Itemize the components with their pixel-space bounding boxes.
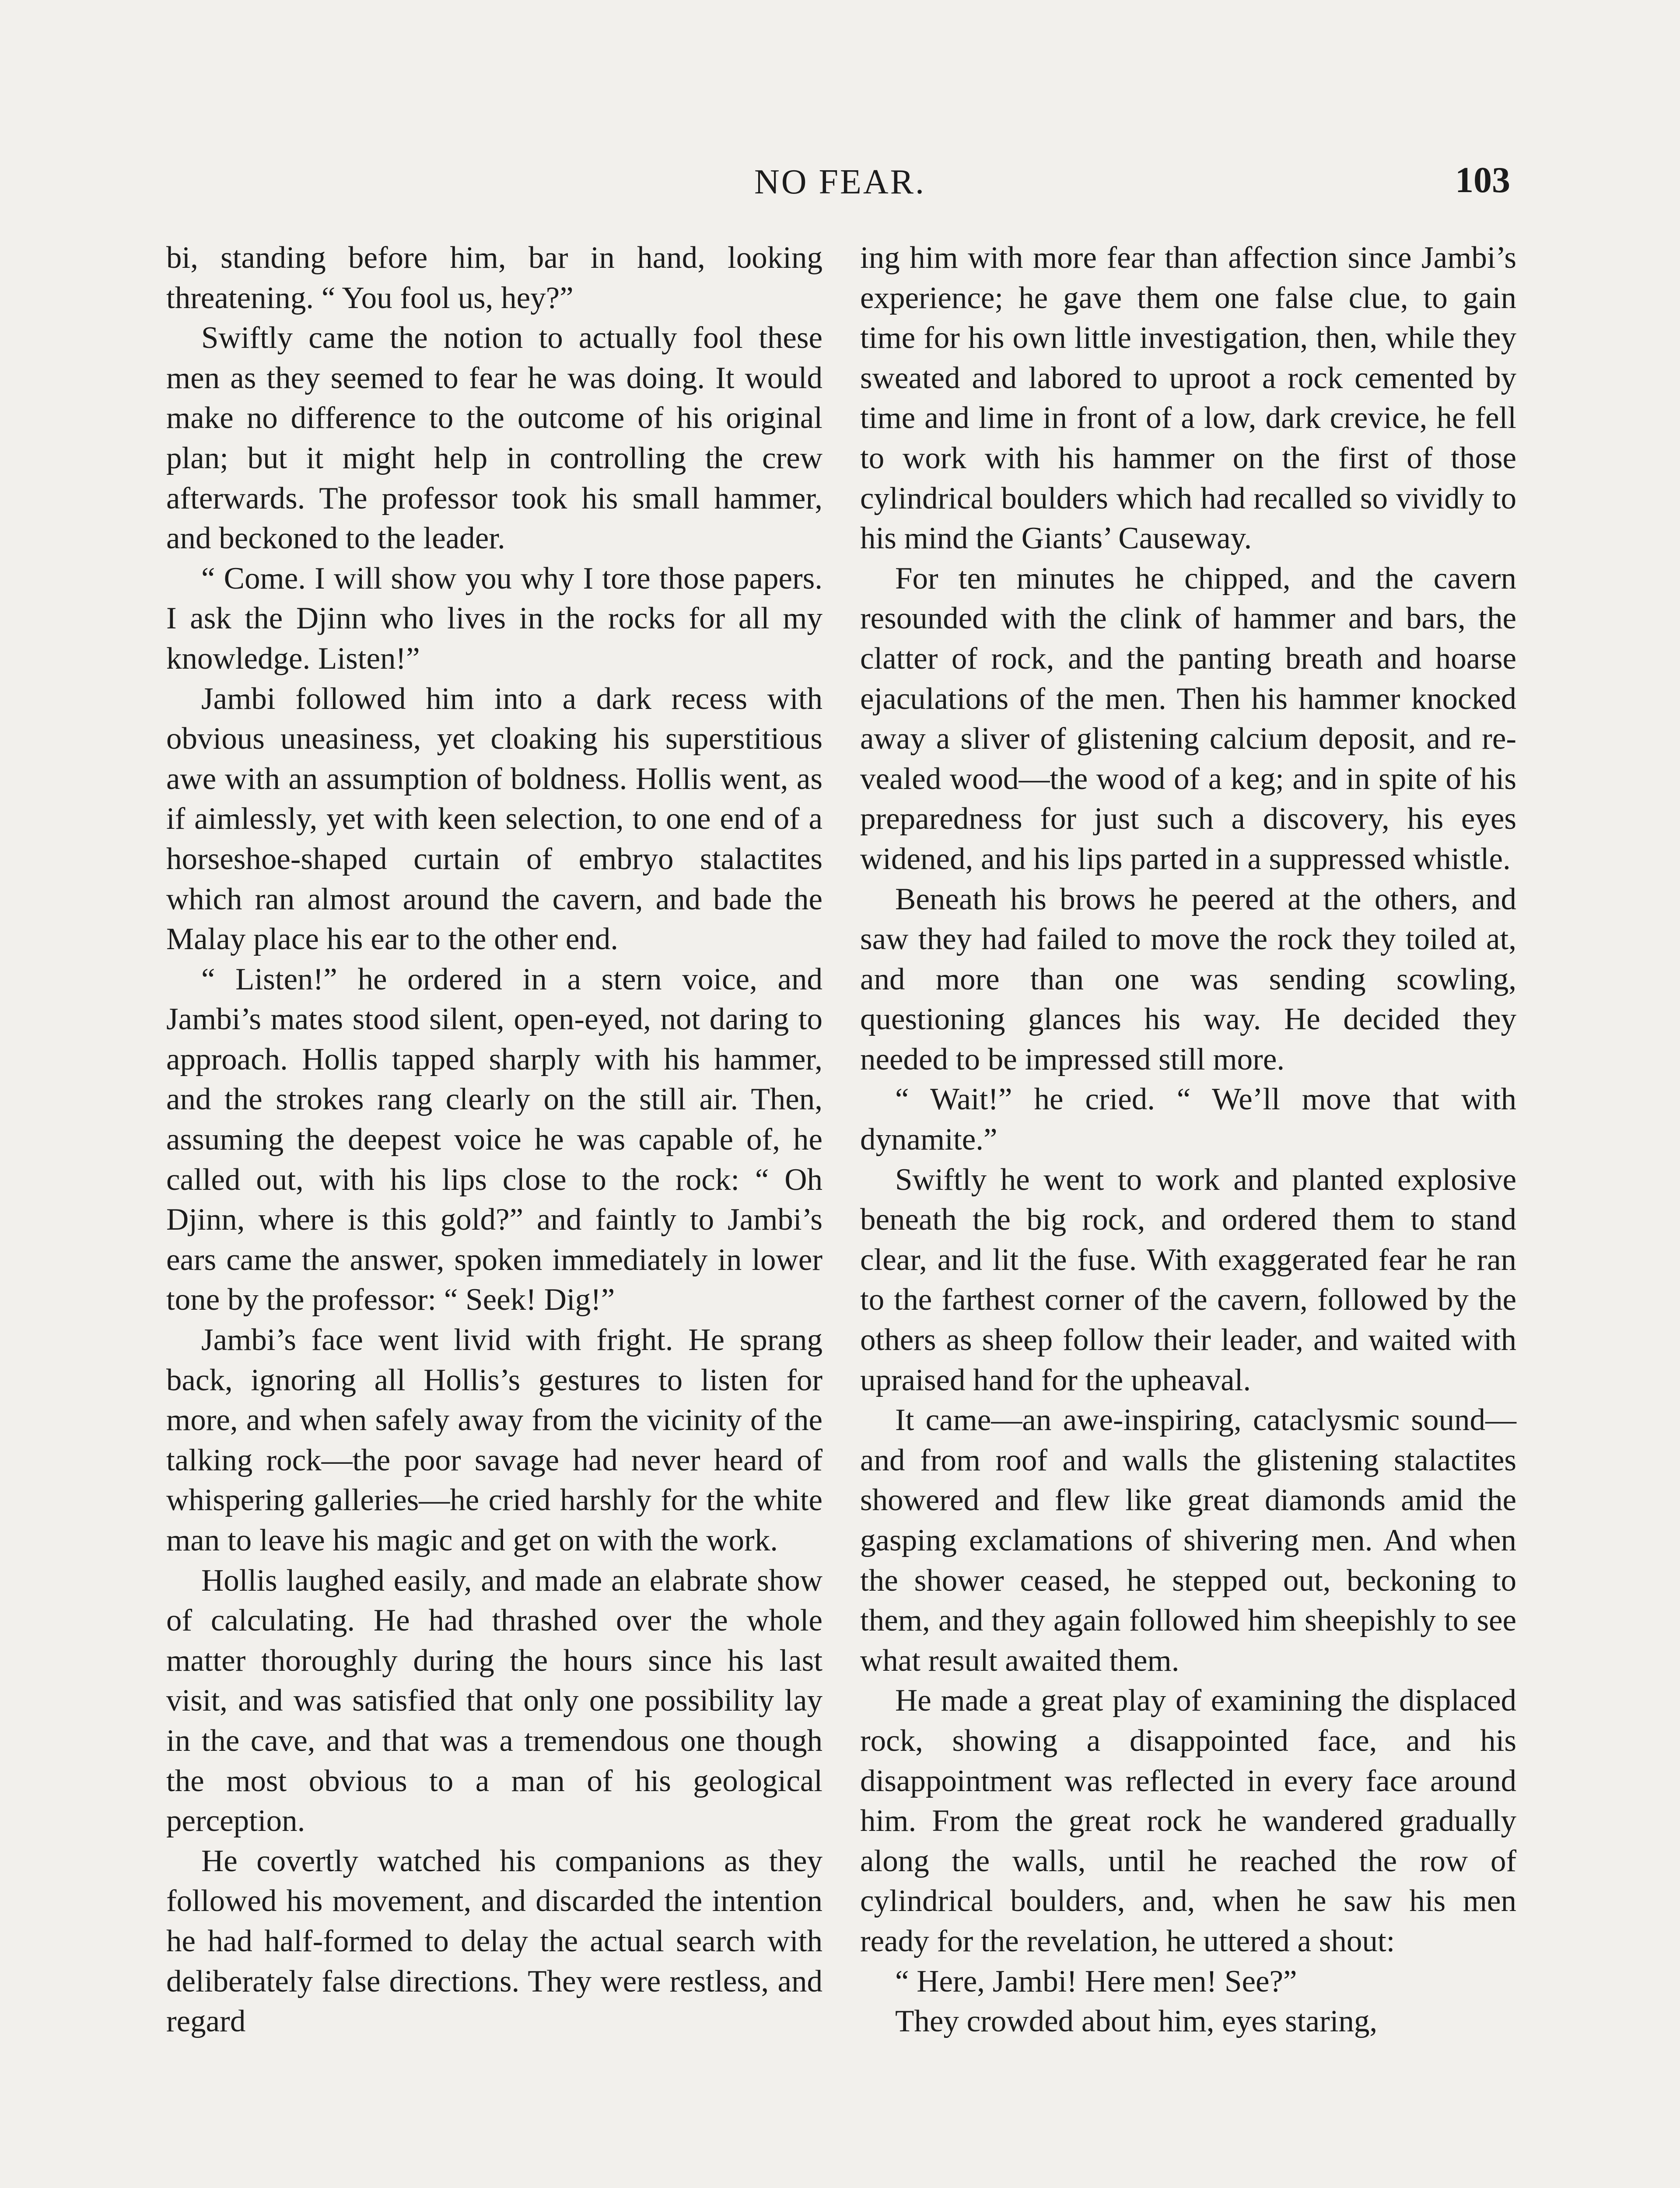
paragraph: Swiftly came the notion to actually fool these men as they seemed to fear he was doing. It would make no difference to the outcome of his original plan; but it might help in controlling the crew afterwards. The professor took his small hammer, and beckoned to the leader. [166, 321, 822, 556]
right-column [860, 238, 1516, 2042]
paragraph: “ Wait!” he cried. “ We’ll move that with dynamite.” [860, 1082, 1516, 1157]
paragraph: Jambi’s face went livid with fright. He sprang back, ignoring all Hollis’s gestures to listen for more, and when safely away from the vicinity of the talking rock—the poor savage had never heard of whispering galleries—he cried harshly for the white man to leave his magic and get on with the work. [166, 1323, 822, 1557]
paragraph: bi, standing before him, bar in hand, looking threatening. “ You fool us, hey?” [166, 241, 822, 315]
paragraph: For ten minutes he chipped, and the cavern resounded with the clink of hammer and bars, the clatter of rock, and the panting breath and hoarse ejaculations of the men. Then his hammer knocked away a sliver of glistening calcium deposit, and revealed wood—the wood of a keg; and in spite of his preparedness for just such a discovery, his eyes widened, and his lips parted in a suppressed whistle. [860, 561, 1516, 876]
paragraph: ing him with more fear than affection since Jambi’s experience; he gave them one false clue, to gain time for his own little investigation, then, while they sweated and labored to uproot a rock cemented by time and lime in front of a low, dark crevice, he fell to work with his hammer on the first of those cylindrical boulders which had recalled so vividly to his mind the Giants’ Causeway. [860, 241, 1516, 556]
left-column [166, 238, 822, 2042]
paragraph: “ Come. I will show you why I tore those papers. I ask the Djinn who lives in the rocks for all my knowledge. Listen!” [166, 561, 822, 676]
paragraph: He made a great play of examining the displaced rock, showing a disappointed face, and his disappointment was reflected in every face around him. From the great rock he wandered gradually along the walls, until he reached the row of cylindrical boulders, and, when he saw his men ready for the revelation, he uttered a shout: [860, 1683, 1516, 1958]
paragraph: “ Listen!” he ordered in a stern voice, and Jambi’s mates stood silent, open-eyed, not daring to approach. Hollis tapped sharply with his hammer, and the strokes rang clearly on the still air. Then, assuming the deepest voice he was capable of, he called out, with his lips close to the rock: “ Oh Djinn, where is this gold?” and faintly to Jambi’s ears came the answer, spoken immediately in lower tone by the professor: “ Seek! Dig!” [166, 962, 822, 1317]
paragraph: Beneath his brows he peered at the others, and saw they had failed to move the rock they toiled at, and more than one was sending scowling, questioning glances his way. He decided they needed to be impressed still more. [860, 882, 1516, 1076]
paragraph: Swiftly he went to work and planted explosive beneath the big rock, and ordered them to stand clear, and lit the fuse. With exaggerated fear he ran to the farthest corner of the cavern, followed by the others as sheep follow their leader, and waited with upraised hand for the upheaval. [860, 1162, 1516, 1397]
paragraph: Jambi followed him into a dark recess with obvious uneasiness, yet cloaking his superstitious awe with an assumption of boldness. Hollis went, as if aimlessly, yet with keen selection, to one end of a horseshoe-shaped curtain of embryo stalactites which ran almost around the cavern, and bade the Malay place his ear to the other end. [166, 681, 822, 957]
paragraph: “ Here, Jambi! Here men! See?” [895, 1964, 1297, 1999]
page-number: 103 [1455, 160, 1510, 200]
paragraph: It came—an awe-inspiring, cataclysmic sound—and from roof and walls the glistening stalactites showered and flew like great diamonds amid the gasping exclamations of shivering men. And when the shower ceased, he stepped out, beckoning to them, and they again followed him sheepishly to see what result awaited them. [860, 1403, 1516, 1678]
running-title: NO FEAR. [754, 163, 926, 201]
paragraph: Hollis laughed easily, and made an elabrate show of calculating. He had thrashed over the whole matter thoroughly during the hours since his last visit, and was satisfied that only one possibility lay in the cave, and that was a tremendous one though the most obvious to a man of his geological perception. [166, 1563, 822, 1838]
paragraph: They crowded about him, eyes staring, [895, 2004, 1378, 2039]
paragraph: He covertly watched his companions as they followed his movement, and discarded the intention he had half-formed to delay the actual search with deliberately false directions. They were restless, and regard [166, 1844, 822, 2039]
